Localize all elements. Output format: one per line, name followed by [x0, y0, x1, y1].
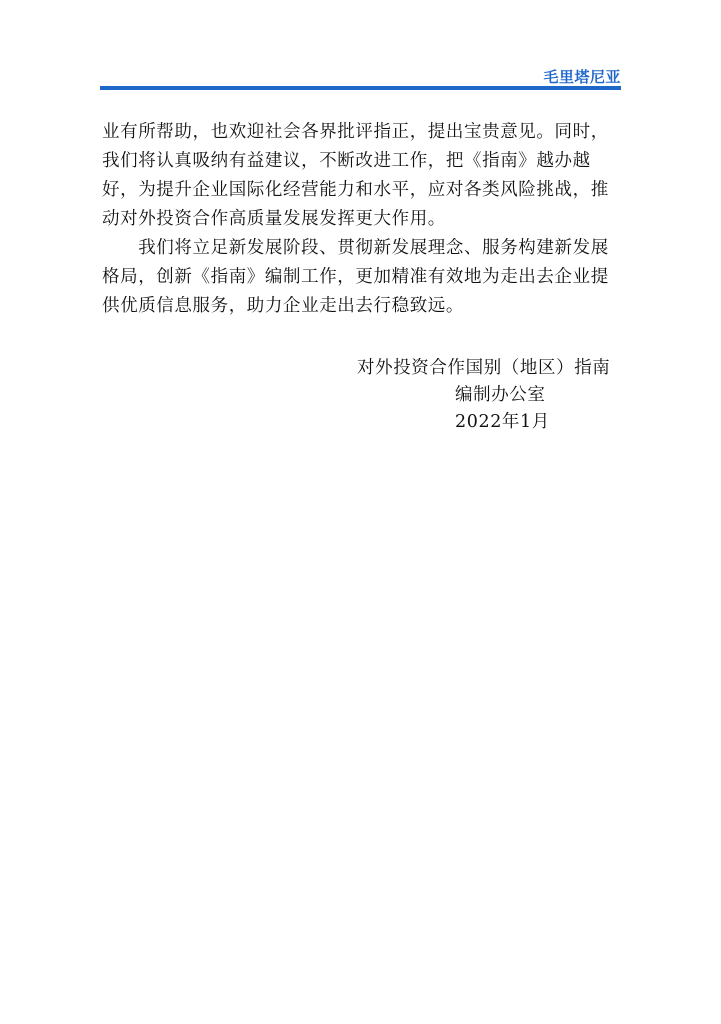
body-line: 我们将认真吸纳有益建议，不断改进工作，把《指南》越办越: [102, 151, 591, 171]
page-header: [100, 60, 621, 92]
signature-office: 编制办公室: [455, 385, 546, 405]
body-line: 业有所帮助，也欢迎社会各界批评指正，提出宝贵意见。同时，: [102, 122, 609, 142]
signature-date: 2022年1月: [455, 412, 550, 432]
signature-organization: 对外投资合作国别（地区）指南: [357, 358, 611, 378]
body-line: 格局，创新《指南》编制工作，更加精准有效地为走出去企业提: [102, 267, 609, 287]
body-line: 我们将立足新发展阶段、贯彻新发展理念、服务构建新发展: [102, 238, 609, 258]
header-divider: [100, 86, 621, 90]
body-line: 供优质信息服务，助力企业走出去行稳致远。: [102, 296, 464, 316]
body-text: [102, 118, 620, 321]
body-line: 动对外投资合作高质量发展发挥更大作用。: [102, 209, 446, 229]
body-line: 好，为提升企业国际化经营能力和水平，应对各类风险挑战，推: [102, 180, 609, 200]
header-country-title: 毛里塔尼亚: [543, 68, 621, 86]
